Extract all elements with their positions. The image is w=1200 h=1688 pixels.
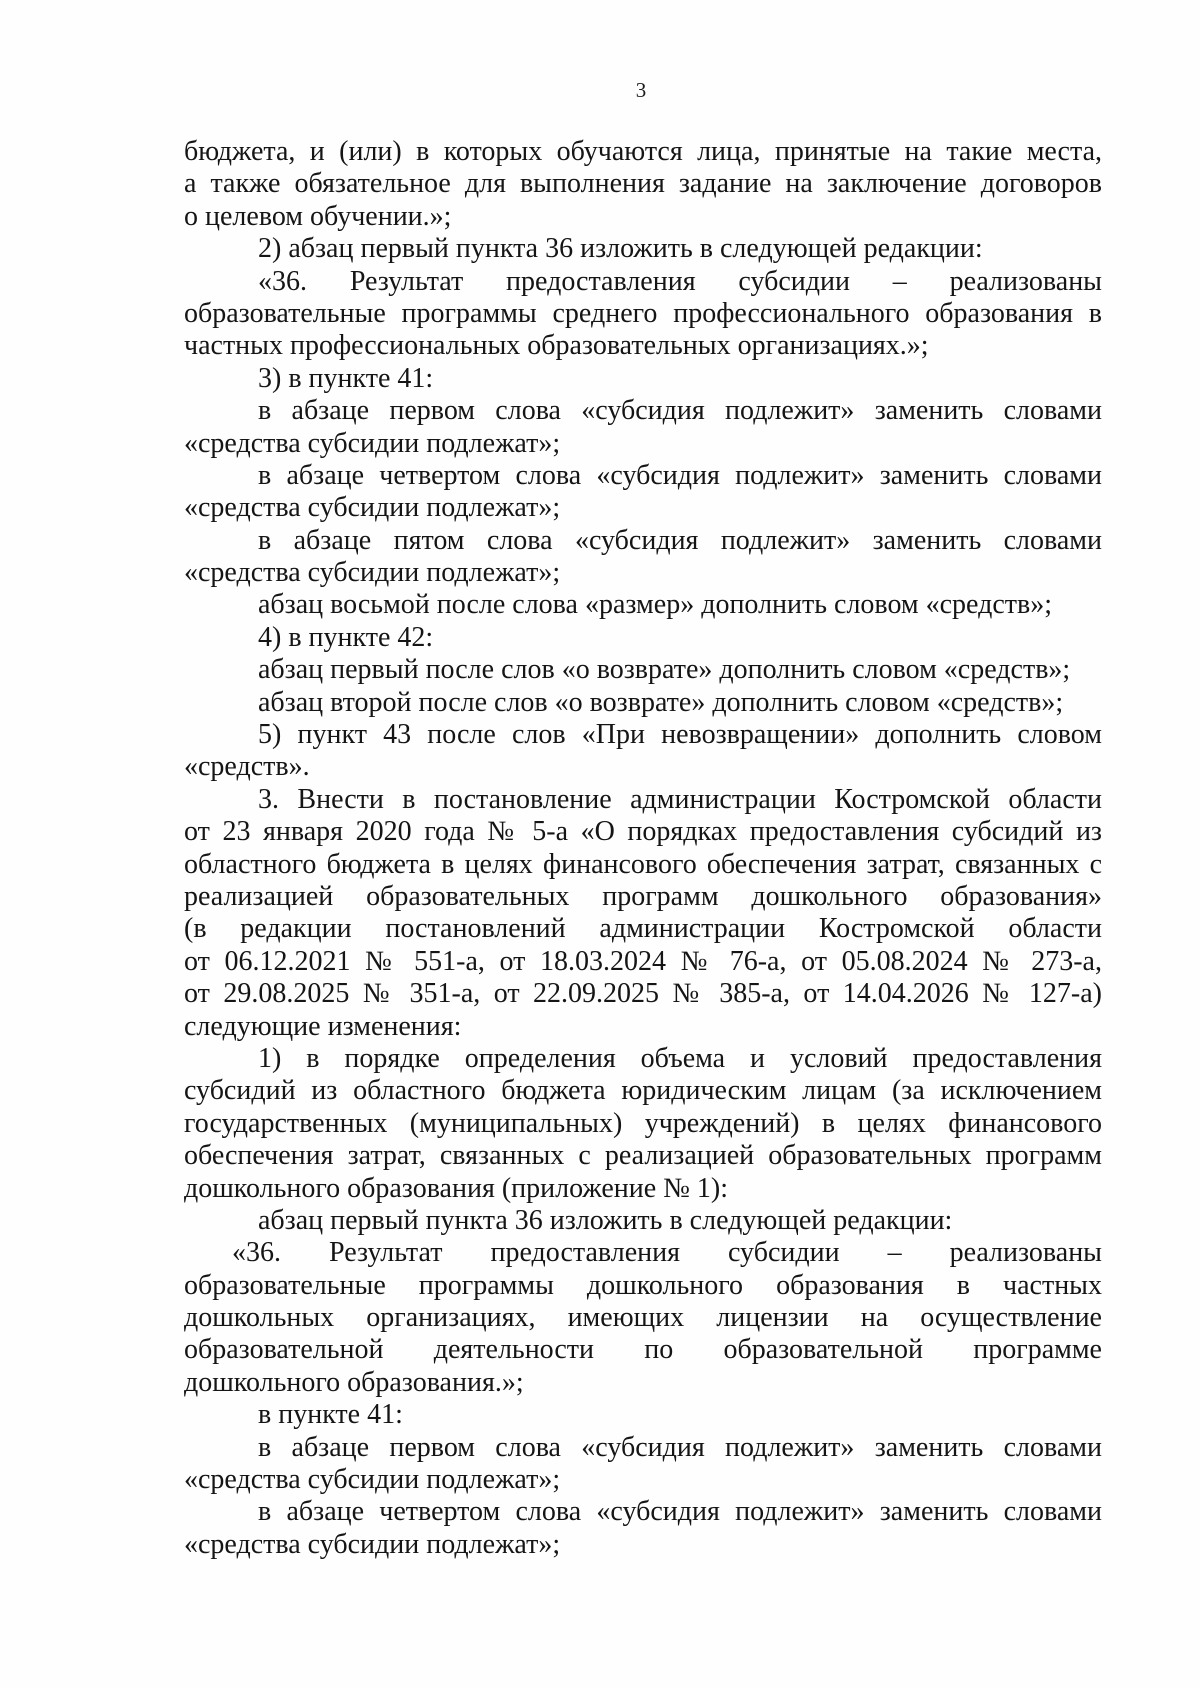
text-line: дошкольного образования.»; bbox=[184, 1366, 524, 1398]
text-line: образовательные программы среднего профессионального образования в bbox=[184, 297, 1102, 329]
text-line: абзац второй после слов «о возврате» дополнить словом «средств»; bbox=[258, 686, 1064, 718]
text-line: реализацией образовательных программ дошкольного образования» bbox=[184, 880, 1102, 912]
text-line: от 06.12.2021 № 551-а, от 18.03.2024 № 76-а, от 05.08.2024 № 273-а, bbox=[184, 945, 1102, 977]
text-line: абзац первый после слов «о возврате» дополнить словом «средств»; bbox=[258, 654, 1071, 686]
text-line: дошкольных организациях, имеющих лицензии на осуществление bbox=[184, 1302, 1102, 1334]
text-line: (в редакции постановлений администрации Костромской области bbox=[184, 913, 1102, 945]
text-line: следующие изменения: bbox=[184, 1010, 462, 1042]
text-line: дошкольного образования (приложение № 1): bbox=[184, 1172, 729, 1204]
text-line: «средства субсидии подлежат»; bbox=[184, 492, 561, 524]
text-line: «средства субсидии подлежат»; bbox=[184, 427, 561, 459]
text-line: «средства субсидии подлежат»; bbox=[184, 1464, 561, 1496]
text-line: абзац восьмой после слова «размер» дополнить словом «средств»; bbox=[258, 589, 1053, 621]
text-line: в пункте 41: bbox=[258, 1399, 403, 1431]
text-line: образовательной деятельности по образовательной программе bbox=[184, 1334, 1102, 1366]
text-line: 4) в пункте 42: bbox=[258, 621, 434, 653]
text-line: от 29.08.2025 № 351-а, от 22.09.2025 № 385-а, от 14.04.2026 № 127-а) bbox=[184, 978, 1102, 1010]
text-line: о целевом обучении.»; bbox=[184, 200, 452, 232]
text-line: в абзаце четвертом слова «субсидия подлежит» заменить словами bbox=[258, 1496, 1102, 1528]
text-line: «средств». bbox=[184, 751, 310, 783]
text-line: «средства субсидии подлежат»; bbox=[184, 557, 561, 589]
text-line: субсидий из областного бюджета юридическим лицам (за исключением bbox=[184, 1075, 1102, 1107]
text-line: частных профессиональных образовательных организациях.»; bbox=[184, 330, 929, 362]
text-line: обеспечения затрат, связанных с реализацией образовательных программ bbox=[184, 1140, 1102, 1172]
text-line: 5) пункт 43 после слов «При невозвращении» дополнить словом bbox=[258, 719, 1102, 751]
text-line: в абзаце пятом слова «субсидия подлежит» заменить словами bbox=[258, 524, 1102, 556]
text-line: «36. Результат предоставления субсидии – реализованы bbox=[258, 265, 1102, 297]
text-line: 3) в пункте 41: bbox=[258, 362, 434, 394]
document-body bbox=[184, 136, 1102, 1561]
text-line: образовательные программы дошкольного образования в частных bbox=[184, 1269, 1102, 1301]
text-line: «средства субсидии подлежат»; bbox=[184, 1528, 561, 1560]
text-line: в абзаце четвертом слова «субсидия подлежит» заменить словами bbox=[258, 459, 1102, 491]
text-line: абзац первый пункта 36 изложить в следующей редакции: bbox=[258, 1204, 953, 1236]
text-line: 2) абзац первый пункта 36 изложить в следующей редакции: bbox=[258, 233, 983, 265]
text-line: областного бюджета в целях финансового обеспечения затрат, связанных с bbox=[184, 848, 1102, 880]
text-line: а также обязательное для выполнения задание на заключение договоров bbox=[184, 168, 1102, 200]
text-line: в абзаце первом слова «субсидия подлежит» заменить словами bbox=[258, 395, 1102, 427]
page-number: 3 bbox=[635, 78, 647, 102]
text-line: 3. Внести в постановление администрации Костромской области bbox=[258, 783, 1102, 815]
text-line: «36. Результат предоставления субсидии – реализованы bbox=[232, 1237, 1102, 1269]
text-line: от 23 января 2020 года № 5-а «О порядках предоставления субсидий из bbox=[184, 816, 1102, 848]
text-line: в абзаце первом слова «субсидия подлежит» заменить словами bbox=[258, 1431, 1102, 1463]
text-line: 1) в порядке определения объема и условий предоставления bbox=[258, 1042, 1102, 1074]
text-line: бюджета, и (или) в которых обучаются лица, принятые на такие места, bbox=[184, 136, 1102, 167]
text-line: государственных (муниципальных) учреждений) в целях финансового bbox=[184, 1107, 1102, 1139]
